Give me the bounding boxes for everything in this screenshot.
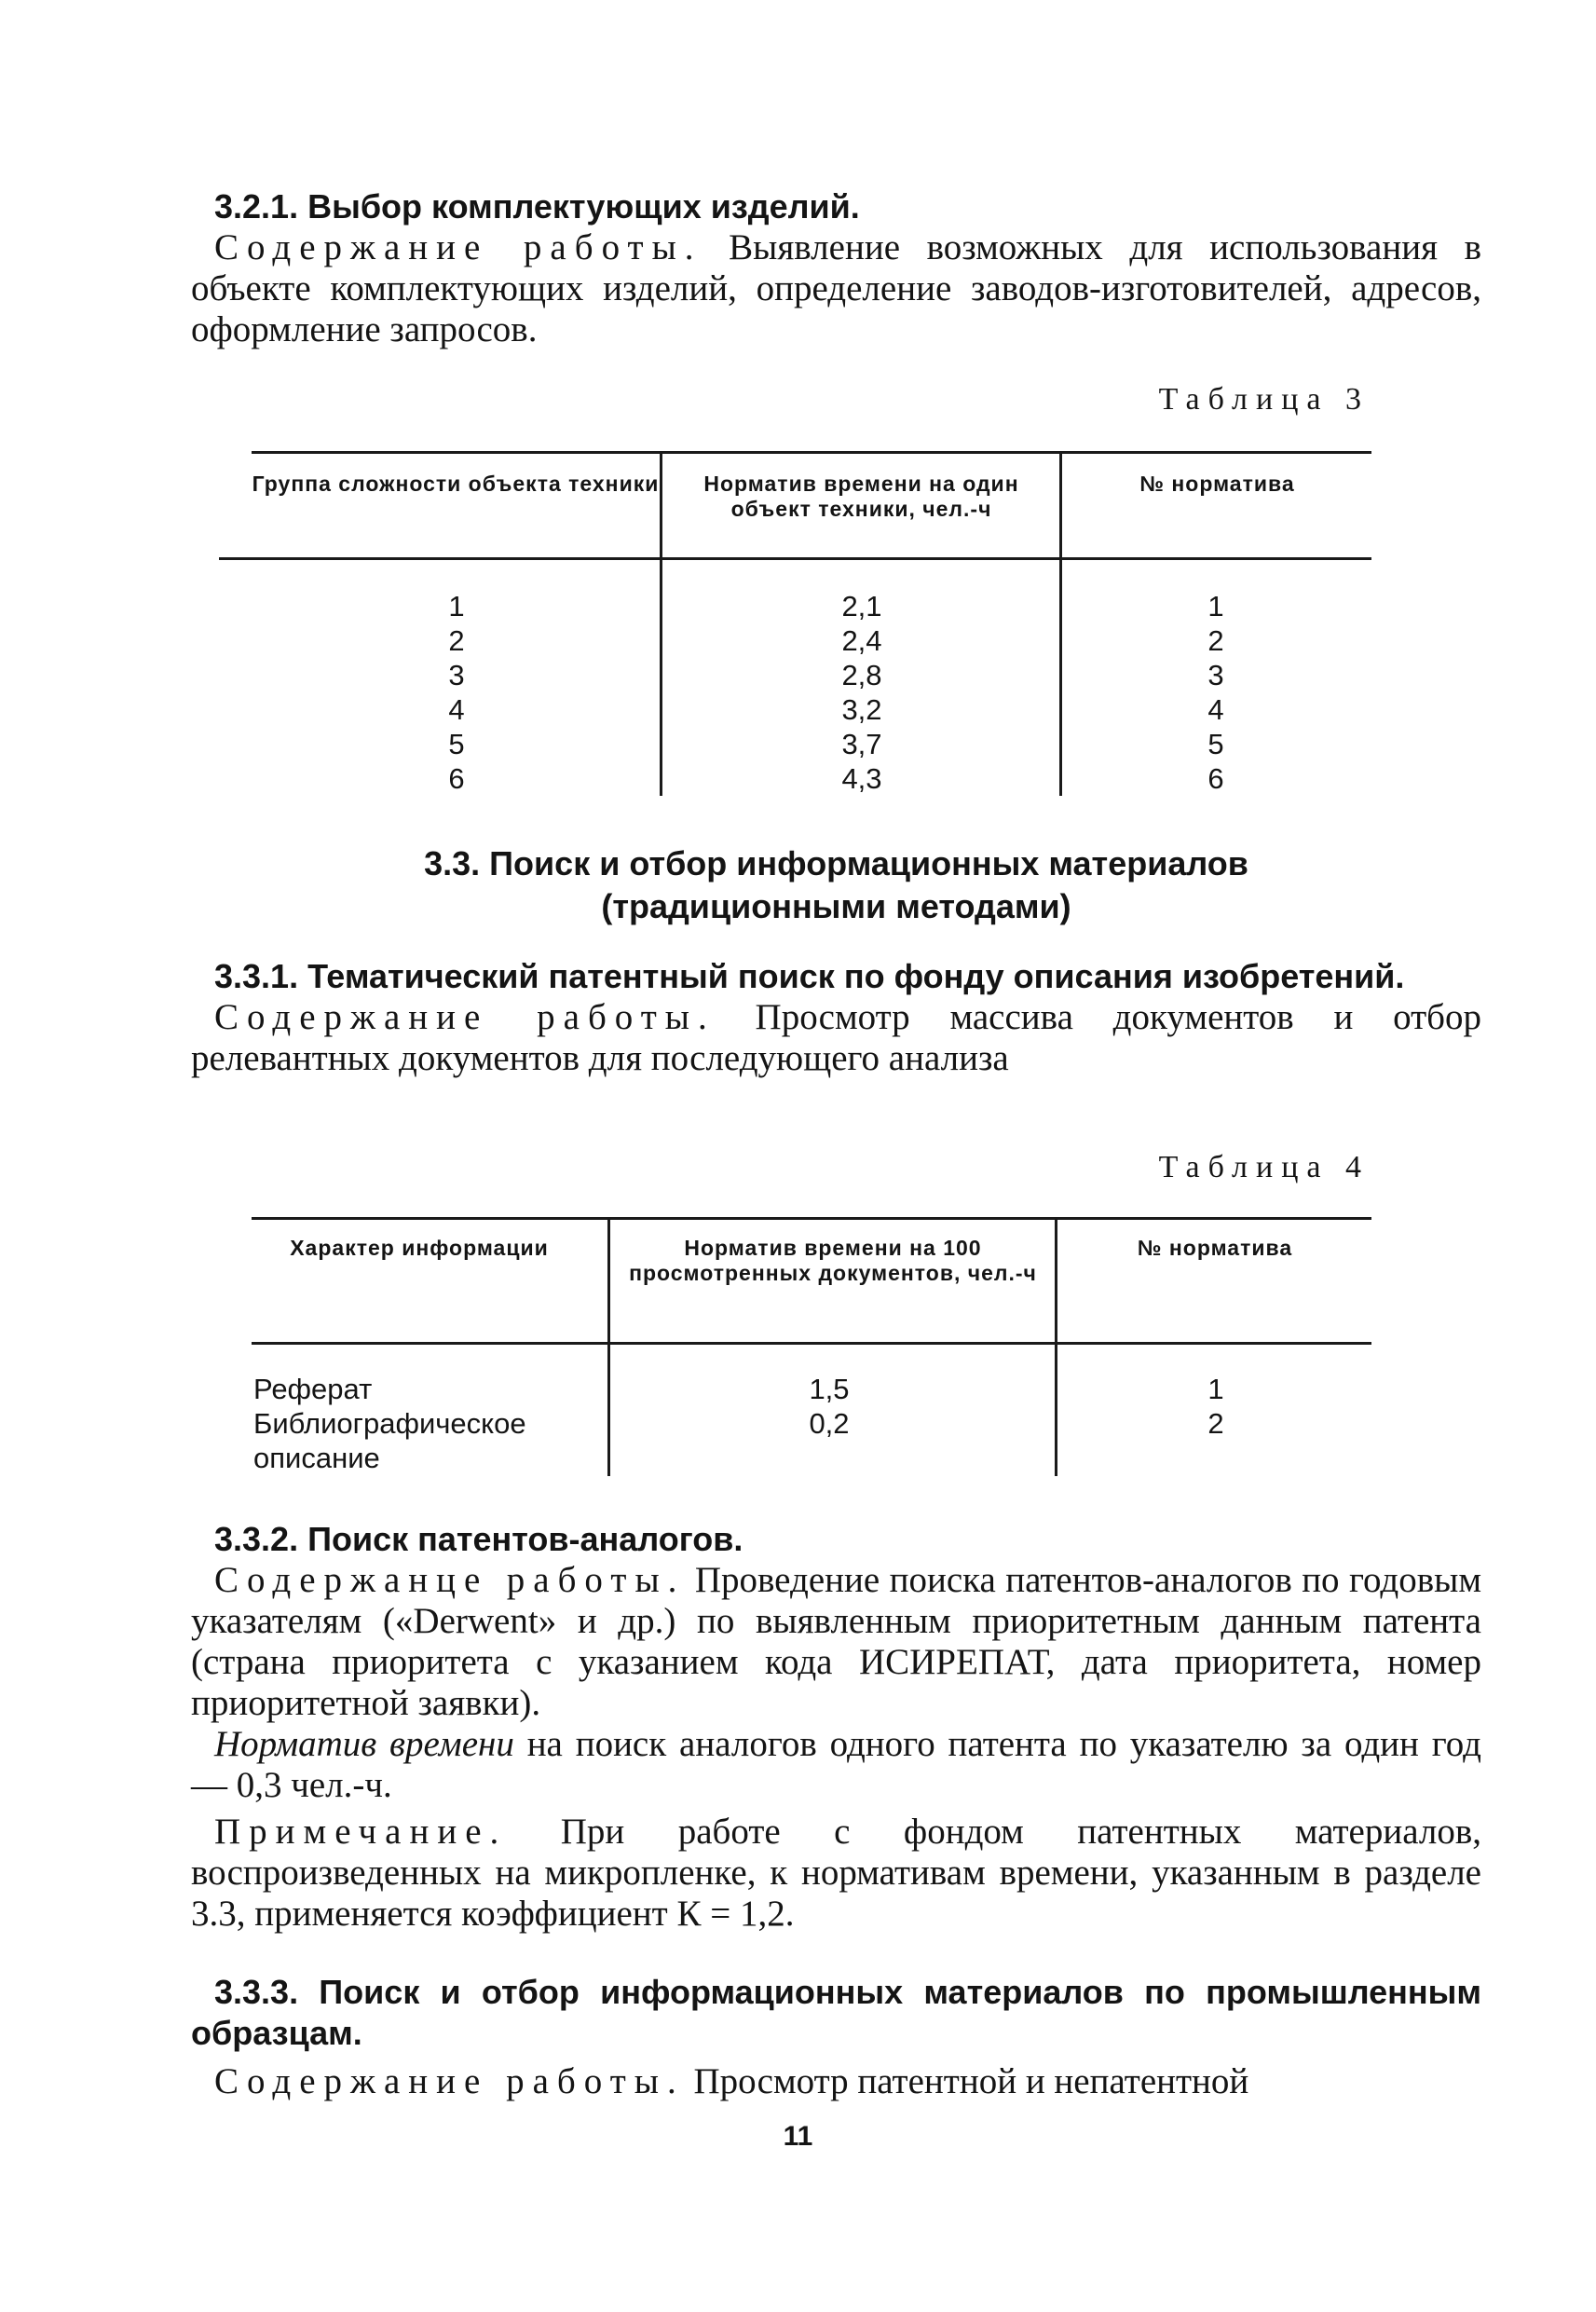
table-row-cell: 2 (1207, 1407, 1224, 1440)
table-4-col-info (253, 1372, 570, 1475)
section-3-3-3-heading: 3.3.3. Поиск и отбор информационных материалов по промышленным образцам. (191, 1973, 1481, 2052)
section-3-2-1 (191, 186, 1481, 350)
table-row-cell: 3 (448, 659, 465, 691)
table-3-col-group (345, 589, 568, 796)
table-row-cell: 1 (448, 590, 465, 622)
content-text: Просмотр патентной и непатентной (693, 2061, 1249, 2101)
table-4-col-norm (717, 1372, 941, 1441)
table-row-cell: 5 (1207, 728, 1224, 760)
section-3-3-2-content (191, 1560, 1481, 1724)
table-row-cell: 3 (1207, 659, 1224, 691)
norm-text: на поиск аналогов одного патента по указателю за один год — 0,3 чел.-ч. (191, 1724, 1481, 1805)
section-3-3-2-norm (191, 1724, 1481, 1806)
table-3-col-divider-2 (1059, 453, 1062, 796)
table-4-col-divider-2 (1055, 1219, 1057, 1476)
content-text: Просмотр массива документов и отбор релевантных документов для последующего анализа (191, 997, 1481, 1078)
table-row-cell: 0,2 (809, 1407, 850, 1440)
section-3-2-1-heading: 3.2.1. Выбор комплектующих изделий. (214, 187, 860, 226)
table-3-header-norm: Норматив времени на один объект техники, чел.-ч (703, 472, 1019, 521)
content-text: Проведение поиска патентов-аналогов по годовым указателям («Derwent» и др.) по выявленным приоритетным данным патента (страна приоритета с указанием кода ИСИРЕПАТ, дата приоритета, номер приоритетной заявки). (191, 1560, 1482, 1723)
table-row-cell: 1 (1207, 590, 1224, 622)
table-4-caption: Таблица 4 (1158, 1150, 1370, 1184)
table-row-cell (253, 1406, 570, 1475)
table-4-top-rule (252, 1217, 1371, 1220)
section-3-3-title-line2: (традиционными методами) (601, 887, 1071, 925)
table-row-cell: 1 (1207, 1373, 1224, 1405)
table-3-caption: Таблица 3 (1158, 382, 1370, 417)
content-text: Выявление возможных для использования в объекте комплектующих изделий, определение заводов-изготовителей, адресов, оформление запросов. (191, 227, 1481, 349)
content-label: Содержание работы. (214, 227, 703, 267)
section-3-3-2 (191, 1519, 1481, 1935)
table-row-cell: 5 (448, 728, 465, 760)
table-3-header-number: № норматива (1139, 472, 1295, 496)
table-4-header-info: Характер информации (290, 1236, 549, 1260)
table-4-header-rule (252, 1342, 1371, 1345)
section-3-3-1 (191, 956, 1481, 1079)
table-row-cell: 4,3 (841, 762, 882, 795)
table-row-cell: 2 (1207, 624, 1224, 657)
table-row-cell: 4 (1207, 693, 1224, 726)
table-row-cell: 2,4 (841, 624, 882, 657)
section-3-3-2-heading: 3.3.2. Поиск патентов-аналогов. (214, 1520, 743, 1558)
table-4-header-norm: Норматив времени на 100 просмотренных документов, чел.-ч (629, 1236, 1037, 1285)
table-3-col-divider-1 (660, 453, 662, 796)
section-3-2-1-content (191, 227, 1481, 350)
section-3-3-title-line1: 3.3. Поиск и отбор информационных материалов (424, 844, 1248, 882)
table-3-header-group: Группа сложности объекта техники (252, 472, 660, 496)
table-3-col-number (1104, 589, 1328, 796)
table-row-cell: 4 (448, 693, 465, 726)
note-text: При работе с фондом патентных материалов, воспроизведенных на микропленке, к нормативам времени, указанным в разделе 3.3, применяется коэффициент К = 1,2. (191, 1812, 1481, 1934)
table-3-header-rule (219, 557, 1371, 560)
page-number: 11 (783, 2121, 813, 2152)
content-label: Содержание работы. (214, 2061, 685, 2101)
note-label: Примечание. (214, 1812, 508, 1852)
table-3-top-rule (252, 451, 1371, 454)
table-row-cell: 2 (448, 624, 465, 657)
section-3-3-2-note (191, 1812, 1481, 1935)
table-4-col-number (1104, 1372, 1328, 1441)
table-row-cell: 6 (448, 762, 465, 795)
table-row-cell: 1,5 (809, 1373, 850, 1405)
section-3-3-3 (191, 1972, 1481, 2102)
section-3-3-title (191, 842, 1481, 928)
table-row-cell: Реферат (253, 1373, 373, 1405)
table-4-header-number: № норматива (1137, 1236, 1293, 1260)
table-row-cell: 6 (1207, 762, 1224, 795)
table-4-col-divider-1 (607, 1219, 610, 1476)
content-label: Содержанце работы. (214, 1560, 686, 1600)
table-row-cell: 3,7 (841, 728, 882, 760)
table-row-cell-text: Библиографическое описание (253, 1407, 526, 1474)
table-3-col-norm (750, 589, 974, 796)
section-3-3-1-content (191, 997, 1481, 1079)
section-3-3-3-content (191, 2061, 1481, 2102)
table-row-cell: 3,2 (841, 693, 882, 726)
content-label: Содержание работы. (214, 997, 716, 1037)
table-row-cell: 2,8 (841, 659, 882, 691)
norm-label: Норматив времени (214, 1724, 514, 1764)
section-3-3-1-heading: 3.3.1. Тематический патентный поиск по фонду описания изобретений. (214, 957, 1405, 995)
table-row-cell: 2,1 (841, 590, 882, 622)
